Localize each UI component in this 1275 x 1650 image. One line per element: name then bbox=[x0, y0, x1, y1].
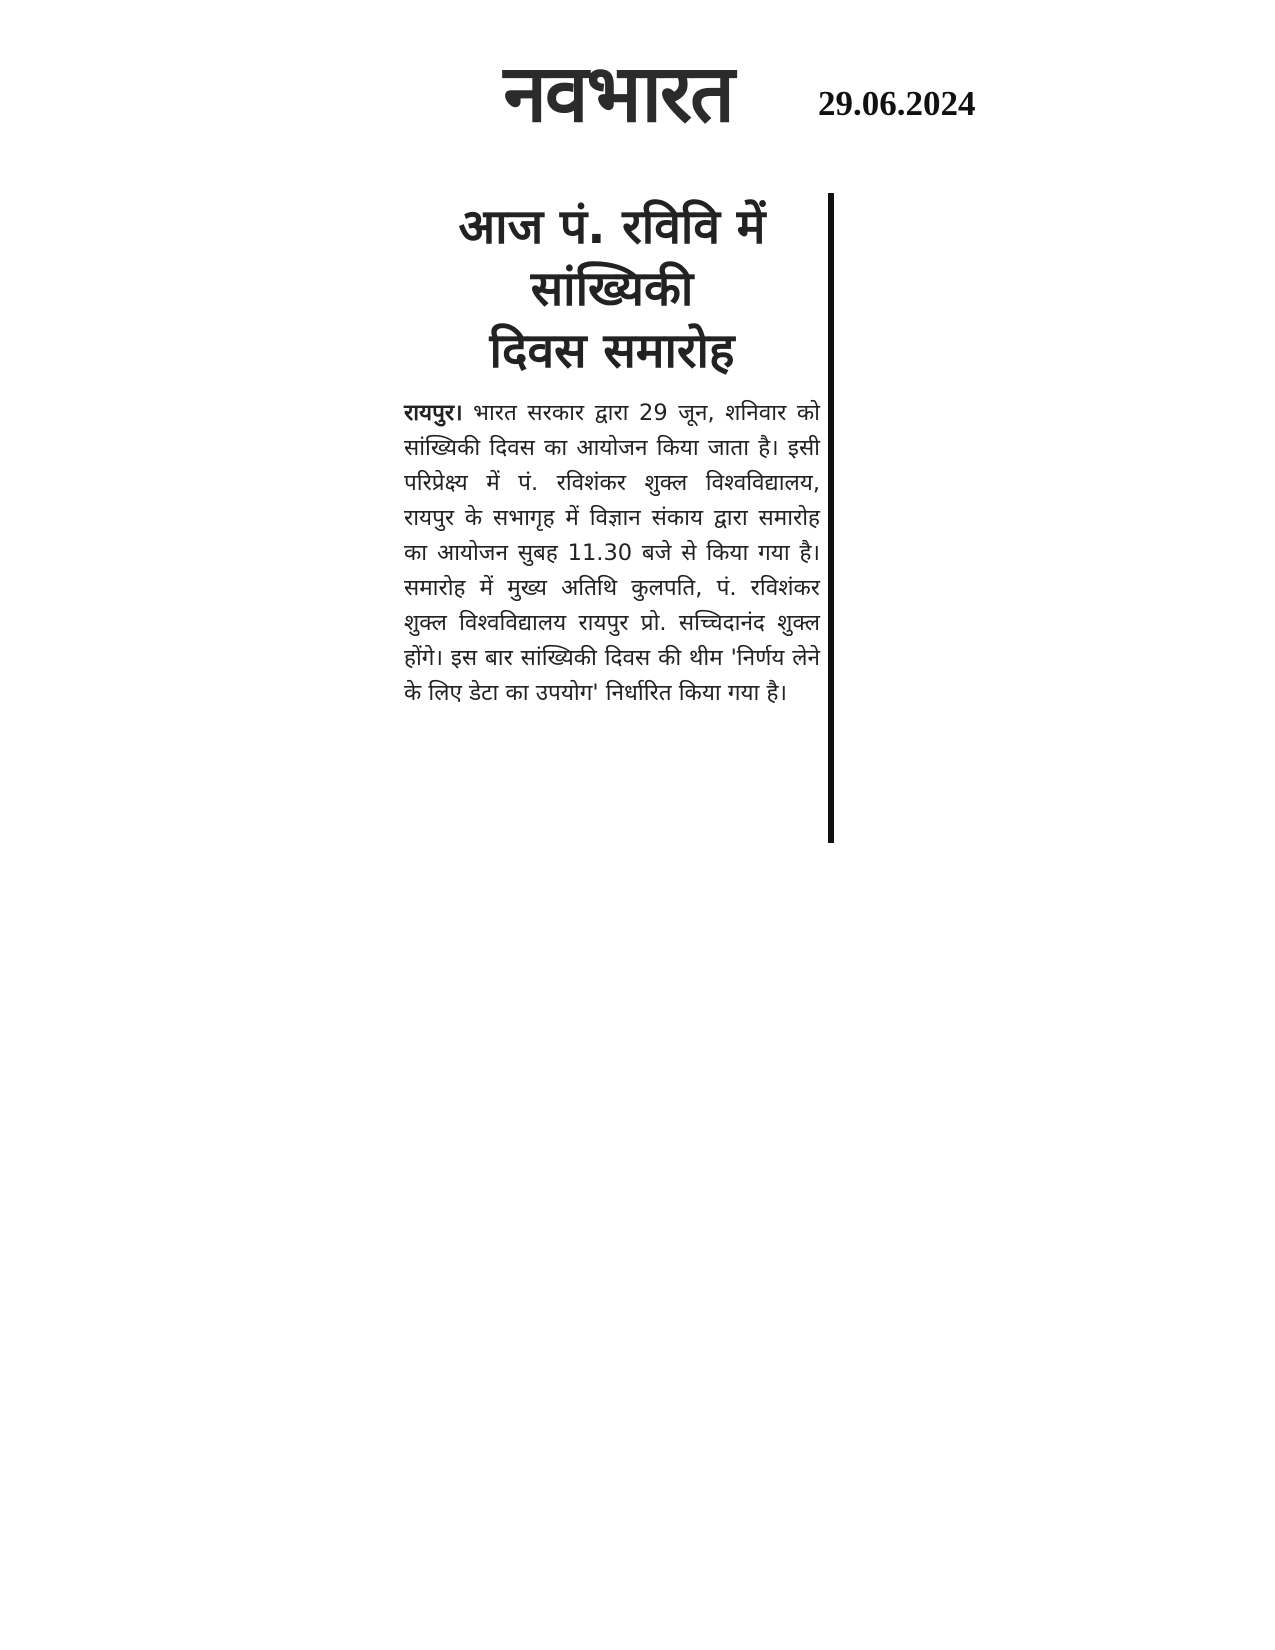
headline-line: आज पं. रविवि में bbox=[458, 199, 766, 255]
edition-date: 29.06.2024 bbox=[818, 84, 976, 123]
article-body-text: भारत सरकार द्वारा 29 जून, शनिवार को सांख्यिकी दिवस का आयोजन किया जाता है। इसी परिप्रेक्ष्य में पं. रविशंकर शुक्ल विश्वविद्यालय, रायपुर के सभागृह में विज्ञान संकाय द्वारा समारोह का आयोजन सुबह 11.30 बजे से किया गया है। समारोह में मुख्य अतिथि कुलपति, पं. रविशंकर शुक्ल विश्वविद्यालय रायपुर प्रो. सच्चिदानंद शुक्ल होंगे। इस बार सांख्यिकी दिवस की थीम 'निर्णय लेने के लिए डेटा का उपयोग' निर्धारित किया गया है। bbox=[404, 400, 820, 706]
article-body bbox=[400, 396, 824, 711]
headline-line: दिवस समारोह bbox=[489, 323, 735, 379]
column-divider bbox=[828, 193, 834, 843]
newspaper-masthead bbox=[468, 48, 768, 140]
headline-line: सांख्यिकी bbox=[530, 261, 694, 317]
newspaper-logo: नवभारत bbox=[503, 47, 733, 140]
news-article bbox=[400, 196, 824, 711]
article-dateline: रायपुर। bbox=[404, 400, 463, 426]
article-headline bbox=[400, 196, 824, 382]
